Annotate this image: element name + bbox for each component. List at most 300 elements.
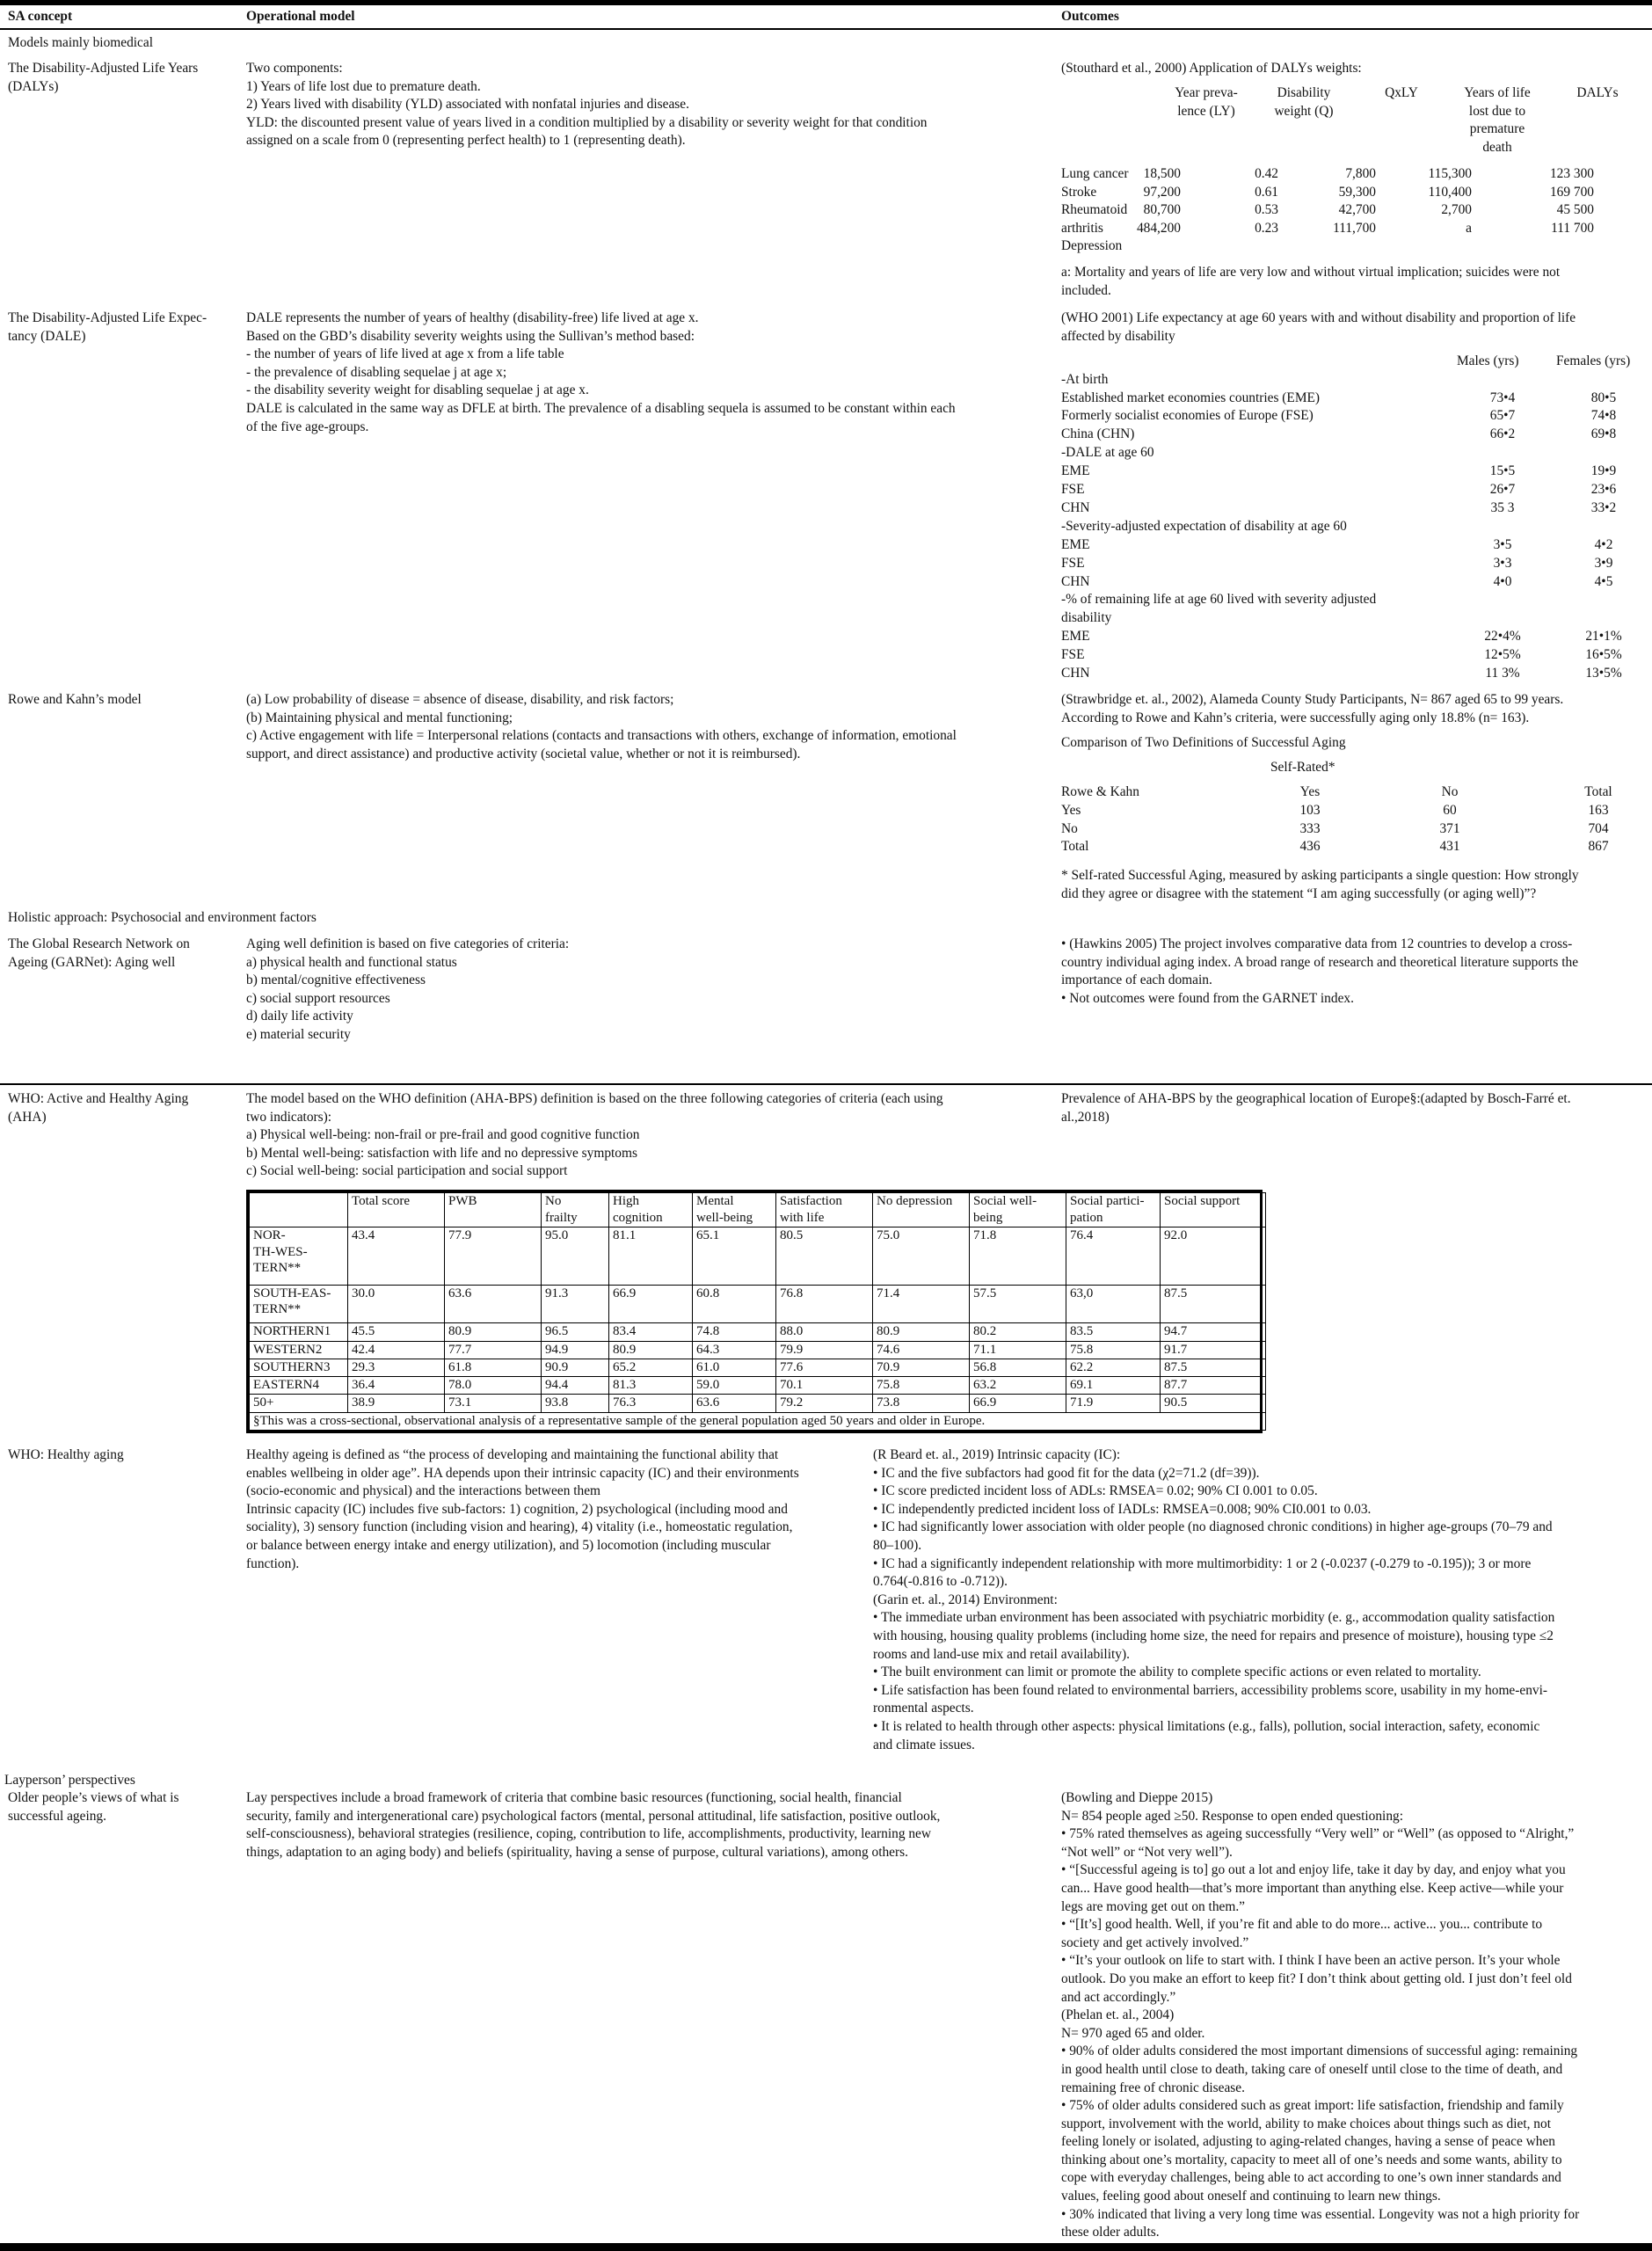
table-cell: 867 [1588, 839, 1609, 855]
text-line: Aging well definition is based on five categories of criteria: [246, 936, 570, 951]
table-cell: 63.6 [445, 1285, 542, 1323]
text-line: • The immediate urban environment has been associated with psychiatric morbidity (e. g., accommodation quality satisfaction [873, 1610, 1555, 1626]
text-line: • 30% indicated that living a very long time was essential. Longevity was not a high priority for [1061, 2206, 1580, 2222]
text-line: ronmental aspects. [873, 1701, 974, 1716]
table-cell: 115,300 [1428, 166, 1472, 181]
section-holistic: Holistic approach: Psychosocial and environment factors [8, 910, 317, 925]
table-cell: a [1466, 220, 1472, 236]
row-label: Formerly socialist economies of Europe (FSE) [1061, 408, 1314, 424]
text-line: (Phelan et. al., 2004) [1061, 2007, 1175, 2023]
table-header: lence (LY) [1177, 103, 1235, 119]
table-cell: 110,400 [1428, 184, 1472, 200]
text-line: YLD: the discounted present value of years lived in a condition multiplied by a disability or severity weight for that condition [246, 114, 928, 130]
row-label: -DALE at age 60 [1061, 445, 1154, 461]
table-cell: 103 [1299, 802, 1321, 818]
label-line: WESTERN2 [253, 1342, 323, 1357]
text-line: sociality), 3) sensory function (including vision and hearing), 4) vitality (i.e., homeostatic regulation, [246, 1519, 793, 1535]
row-label: Stroke [1061, 184, 1097, 200]
dalys-note [1061, 264, 1560, 300]
dale-model [246, 310, 956, 436]
text-line: Rowe and Kahn’s model [8, 692, 142, 707]
text-line: Two components: [246, 61, 343, 76]
table-header: lost due to [1468, 103, 1526, 119]
dale-life-expectancy-table [1061, 353, 1646, 683]
table-row [250, 1285, 1266, 1323]
table-cell: 74.6 [873, 1341, 970, 1359]
table-cell: 3•9 [1594, 555, 1613, 571]
text-line: feeling lonely or isolated, adjusting to aging-related changes, having a sense of peace when [1061, 2134, 1555, 2150]
text-line: • It is related to health through other aspects: physical limitations (e.g., falls), pollution, social interaction, safety, economic [873, 1718, 1540, 1734]
table-cell: 77.7 [445, 1341, 542, 1359]
text-line: e) material security [246, 1026, 351, 1042]
table-cell: 33•2 [1590, 499, 1617, 515]
table-cell: 80.2 [970, 1323, 1066, 1341]
table-cell: 88.0 [776, 1323, 873, 1341]
label-line: SOUTH-EAS- [253, 1286, 331, 1300]
row-label [250, 1377, 348, 1395]
row-label: CHN [1061, 573, 1090, 589]
table-cell: 43.4 [348, 1227, 445, 1285]
table-cell: 123 300 [1549, 166, 1594, 181]
table-header: Yes [1299, 784, 1321, 799]
healthy-model [246, 1446, 799, 1573]
table-cell: 80.9 [445, 1323, 542, 1341]
text-line: * Self-rated Successful Aging, measured by asking participants a single question: How strongly [1061, 868, 1579, 883]
table-cell: 111 700 [1551, 220, 1594, 236]
aha-header-row [250, 1193, 1266, 1227]
healthy-outcome [873, 1446, 1554, 1754]
text-line: support, involvement with the world, ability to make choices about things such as diet, not [1061, 2116, 1551, 2131]
section-biomedical: Models mainly biomedical [8, 35, 153, 50]
table-cell: 3•5 [1493, 536, 1512, 552]
table-cell: 91.3 [542, 1285, 609, 1323]
table-cell: 79.2 [776, 1395, 873, 1412]
table-header: No [1441, 784, 1459, 799]
text-line: assigned on a scale from 0 (representing perfect health) to 1 (representing death). [246, 133, 686, 149]
table-cell: 87.7 [1161, 1377, 1266, 1395]
header-line: High [613, 1194, 639, 1208]
dalys-model [246, 60, 927, 150]
table-cell: 11 3% [1485, 666, 1520, 681]
table-cell: 13•5% [1585, 666, 1622, 681]
text-line: Intrinsic capacity (IC) includes five sub-factors: 1) cognition, 2) psychological (including mood and [246, 1501, 788, 1517]
rowe-note [1061, 867, 1579, 903]
aha-footnote-row [250, 1412, 1266, 1430]
table-header: death [1482, 139, 1512, 155]
text-line: a) physical health and functional status [246, 954, 457, 970]
header-rule [0, 28, 1652, 30]
text-line: Based on the GBD’s disability severity weights using the Sullivan’s method based: [246, 328, 695, 344]
table-cell: 62.2 [1066, 1359, 1161, 1376]
table-cell: 60.8 [693, 1285, 776, 1323]
label-line: EASTERN4 [253, 1378, 319, 1393]
text-line: things, adaptation to an aging body) and beliefs (spirituality, having a sense of purpose, cultural variations), among others. [246, 1844, 908, 1860]
table-cell: 436 [1299, 839, 1321, 855]
table-header [776, 1193, 873, 1227]
text-line: • IC independently predicted incident loss of IADLs: RMSEA=0.008; 90% CI0.001 to 0.03. [873, 1501, 1372, 1517]
table-cell: 75.8 [873, 1377, 970, 1395]
text-line: The Disability-Adjusted Life Years [8, 61, 199, 76]
row-label: China (CHN) [1061, 426, 1135, 442]
text-line: al.,2018) [1061, 1109, 1110, 1125]
rowe-model [246, 691, 957, 763]
text-line: • Life satisfaction has been found related to environmental barriers, accessibility problems score, usability in my home-envi- [873, 1682, 1547, 1698]
table-cell: 76.3 [609, 1395, 693, 1412]
table-row [250, 1377, 1266, 1395]
table-cell: 3•3 [1493, 555, 1512, 571]
row-label [250, 1341, 348, 1359]
table-cell: 18,500 [1143, 166, 1181, 181]
table-cell: 65.1 [693, 1227, 776, 1285]
table-cell: 56.8 [970, 1359, 1066, 1376]
text-line: and act accordingly.” [1061, 1989, 1176, 2005]
row-label: EME [1061, 536, 1090, 552]
table-header [1066, 1193, 1161, 1227]
table-cell: 15•5 [1489, 463, 1516, 479]
table-cell: 42.4 [348, 1341, 445, 1359]
header-sa-concept: SA concept [8, 9, 73, 24]
table-row [250, 1395, 1266, 1412]
text-line: The Disability-Adjusted Life Expec- [8, 310, 207, 325]
text-line: two indicators): [246, 1109, 332, 1125]
table-cell: 75.8 [1066, 1341, 1161, 1359]
rowe-table-title: Comparison of Two Definitions of Successful Aging [1061, 735, 1346, 750]
table-cell: 704 [1588, 820, 1609, 836]
table-cell: 0.61 [1255, 184, 1278, 200]
table-cell: 73•4 [1489, 390, 1516, 405]
table-cell: 7,800 [1345, 166, 1376, 181]
text-line: (Bowling and Dieppe 2015) [1061, 1790, 1213, 1805]
table-cell: 26•7 [1489, 482, 1516, 497]
table-cell: 63,0 [1066, 1285, 1161, 1323]
table-cell: 163 [1588, 802, 1609, 818]
table-header [250, 1193, 348, 1227]
table-cell: 90.5 [1161, 1395, 1266, 1412]
text-line: • “[Successful ageing is to] go out a lot and enjoy life, take it day by day, and enjoy what you [1061, 1862, 1566, 1878]
text-line: included. [1061, 282, 1111, 298]
table-cell: 87.5 [1161, 1359, 1266, 1376]
text-line: remaining free of chronic disease. [1061, 2080, 1245, 2095]
text-line: - the number of years of life lived at age x from a life table [246, 346, 564, 362]
text-line: • 75% rated themselves as ageing successfully “Very well” or “Well” (as opposed to “Alright,” [1061, 1826, 1575, 1842]
text-line: Older people’s views of what is [8, 1790, 179, 1805]
text-line: successful ageing. [8, 1808, 106, 1824]
text-line: a) Physical well-being: non-frail or pre-frail and good cognitive function [246, 1127, 640, 1143]
table-cell: 431 [1439, 839, 1460, 855]
label-line: TH-WES- [253, 1244, 308, 1259]
text-line: According to Rowe and Kahn’s criteria, were successfully aging only 18.8% (n= 163). [1061, 710, 1530, 725]
table-cell: 38.9 [348, 1395, 445, 1412]
row-label [250, 1359, 348, 1376]
table-cell: 4•2 [1594, 536, 1613, 552]
text-line: affected by disability [1061, 328, 1175, 344]
table-cell: 77.6 [776, 1359, 873, 1376]
table-header [873, 1193, 970, 1227]
rowe-concept [8, 691, 142, 710]
text-line: Prevalence of AHA-BPS by the geographical location of Europe§:(adapted by Bosch-Farré et. [1061, 1091, 1571, 1106]
table-cell: 95.0 [542, 1227, 609, 1285]
text-line: tancy (DALE) [8, 328, 86, 344]
table-cell: 97,200 [1143, 184, 1181, 200]
table-cell: 61.0 [693, 1359, 776, 1376]
header-line: No [545, 1194, 562, 1208]
table-cell: 76.4 [1066, 1227, 1161, 1285]
text-line: of the five age-groups. [246, 419, 369, 434]
row-label: arthritis [1061, 220, 1103, 236]
table-header: weight (Q) [1274, 103, 1334, 119]
table-cell: 81.3 [609, 1377, 693, 1395]
text-line: (WHO 2001) Life expectancy at age 60 years with and without disability and proportion of life [1061, 310, 1576, 325]
table-cell: 16•5% [1585, 647, 1622, 663]
table-cell: 63.2 [970, 1377, 1066, 1395]
label-line: TERN** [253, 1302, 302, 1317]
text-line: 80–100). [873, 1537, 922, 1553]
table-header: Rowe & Kahn [1061, 784, 1139, 799]
table-cell: 66.9 [609, 1285, 693, 1323]
row-label: Total [1061, 839, 1089, 855]
table-header: Disability [1277, 85, 1331, 100]
table-cell: 484,200 [1136, 220, 1181, 236]
text-line: function). [246, 1555, 300, 1571]
text-line: Lay perspectives include a broad framework of criteria that combine basic resources (functioning, social health, financial [246, 1790, 902, 1805]
text-line: legs are moving get out on them.” [1061, 1898, 1246, 1914]
table-cell: 22•4% [1484, 629, 1521, 645]
text-line: self-consciousness), behavioral strategies (resilience, coping, contribution to life, accomplishments, productivity, learning new [246, 1826, 931, 1842]
row-label: FSE [1061, 647, 1085, 663]
text-line: d) daily life activity [246, 1009, 353, 1024]
row-label: Rheumatoid [1061, 202, 1128, 218]
table-cell: 80.5 [776, 1227, 873, 1285]
table-cell: 35 3 [1490, 499, 1515, 515]
text-line: enables wellbeing in older age”. HA depends upon their intrinsic capacity (IC) and their environments [246, 1465, 799, 1481]
table-cell: 59,300 [1338, 184, 1376, 200]
row-label: -At birth [1061, 371, 1109, 387]
table-cell: 73.8 [873, 1395, 970, 1412]
table-cell: 70.9 [873, 1359, 970, 1376]
table-header [445, 1193, 542, 1227]
table-cell: 4•0 [1493, 573, 1512, 589]
text-line: importance of each domain. [1061, 973, 1212, 988]
row-label: Established market economies countries (EME) [1061, 390, 1321, 405]
text-line: thinking about one’s mortality, capacity to meet all of one’s needs and some wants, ability to [1061, 2152, 1562, 2167]
table-cell: 65.2 [609, 1359, 693, 1376]
text-line: N= 970 aged 65 and older. [1061, 2025, 1205, 2041]
table-header: Males (yrs) [1457, 353, 1519, 368]
text-line: - the prevalence of disabling sequelae j at age x; [246, 364, 507, 380]
row-label [250, 1285, 348, 1323]
dalys-weights-table [1061, 84, 1641, 254]
label-line: NORTHERN1 [253, 1324, 331, 1339]
text-line: or balance between energy intake and energy utilization), and 5) locomotion (including muscular [246, 1537, 771, 1553]
table-header: Females (yrs) [1556, 353, 1631, 368]
table-cell: 66.9 [970, 1395, 1066, 1412]
table-cell: 71.4 [873, 1285, 970, 1323]
table-cell: 60 [1443, 802, 1457, 818]
table-header [609, 1193, 693, 1227]
aha-concept [8, 1090, 188, 1126]
garnet-concept [8, 936, 190, 972]
aha-outcome [1061, 1090, 1571, 1126]
row-label: FSE [1061, 482, 1085, 497]
table-cell: 69.1 [1066, 1377, 1161, 1395]
table-cell: 66•2 [1489, 426, 1516, 442]
table-cell: 71.8 [970, 1227, 1066, 1285]
table-header: DALYs [1576, 85, 1619, 100]
row-label: EME [1061, 463, 1090, 479]
text-line: (Strawbridge et. al., 2002), Alameda County Study Participants, N= 867 aged 65 to 99 years. [1061, 692, 1564, 707]
table-cell: 75.0 [873, 1227, 970, 1285]
text-line: • “[It’s] good health. Well, if you’re fit and able to do more... active... you... contribute to [1061, 1917, 1543, 1933]
text-line: c) Active engagement with life = Interpersonal relations (contacts and transactions with others, exchange of information, emotional [246, 728, 957, 744]
table-cell: 70.1 [776, 1377, 873, 1395]
text-line: country individual aging index. A broad range of research and theoretical literature supports the [1061, 954, 1579, 970]
rowe-comparison-table [1061, 783, 1633, 858]
table-cell: 59.0 [693, 1377, 776, 1395]
table-cell: 80,700 [1143, 202, 1181, 218]
table-cell: 76.8 [776, 1285, 873, 1323]
text-line: • The built environment can limit or promote the ability to complete specific actions or even related to mortality. [873, 1665, 1481, 1680]
text-line: rooms and land-use mix and retail availability). [873, 1646, 1130, 1662]
table-cell: 79.9 [776, 1341, 873, 1359]
text-line: • IC and the five subfactors had good fit for the data (χ2=71.2 (df=39)). [873, 1465, 1260, 1481]
table-cell: 45.5 [348, 1323, 445, 1341]
row-label: FSE [1061, 555, 1085, 571]
text-line: DALE represents the number of years of healthy (disability-free) life lived at age x. [246, 310, 699, 325]
header-line: No depression [877, 1194, 953, 1208]
table-cell: 94.7 [1161, 1323, 1266, 1341]
table-cell: 0.53 [1255, 202, 1278, 218]
table-cell: 73.1 [445, 1395, 542, 1412]
table-cell: 63.6 [693, 1395, 776, 1412]
header-line: being [973, 1210, 1003, 1225]
text-line: • IC had a significantly independent relationship with more multimorbidity: 1 or 2 (-0.0237 (-0.279 to -0.195)); 3 or more [873, 1555, 1532, 1571]
text-line: • 75% of older adults considered such as great import: life satisfaction, friendship and family [1061, 2098, 1564, 2114]
table-cell: 29.3 [348, 1359, 445, 1376]
table-header: Total [1584, 784, 1612, 799]
table-header [1161, 1193, 1266, 1227]
text-line: c) social support resources [246, 990, 390, 1006]
table-cell: 2,700 [1441, 202, 1472, 218]
text-line: b) mental/cognitive effectiveness [246, 973, 426, 988]
row-label: CHN [1061, 499, 1090, 515]
text-line: support, and direct assistance) and productive activity (societal value, whether or not it is reimbursed). [246, 746, 801, 761]
header-line: Total score [352, 1194, 411, 1208]
header-line: pation [1070, 1210, 1103, 1225]
header-line: PWB [448, 1194, 477, 1208]
text-line: DALE is calculated in the same way as DFLE at birth. The prevalence of a disabling sequela is assumed to be constant within each [246, 400, 956, 416]
table-cell: 42,700 [1338, 202, 1376, 218]
table-cell: 87.5 [1161, 1285, 1266, 1323]
row-label: -Severity-adjusted expectation of disability at age 60 [1061, 518, 1347, 534]
table-header [542, 1193, 609, 1227]
table-cell: 36.4 [348, 1377, 445, 1395]
text-line: (b) Maintaining physical and mental functioning; [246, 710, 513, 725]
table-cell: 83.5 [1066, 1323, 1161, 1341]
top-rule [0, 0, 1652, 5]
text-line: with housing, housing quality problems (including home size, the need for repairs and presence of moisture), housing type ≤2 [873, 1628, 1554, 1643]
lay-model [246, 1789, 940, 1861]
table-cell: 94.9 [542, 1341, 609, 1359]
dale-outcome-title [1061, 310, 1576, 346]
text-line: The model based on the WHO definition (AHA-BPS) definition is based on the three following categories of criteria (each using [246, 1091, 943, 1106]
table-header [693, 1193, 776, 1227]
table-header: Years of life [1464, 85, 1531, 100]
table-cell: 371 [1439, 820, 1460, 836]
garnet-outcome [1061, 936, 1578, 1008]
table-cell: 74•8 [1590, 408, 1617, 424]
text-line: WHO: Active and Healthy Aging [8, 1091, 189, 1106]
row-label [250, 1227, 348, 1285]
aha-prevalence-table [246, 1190, 1263, 1433]
text-line: - the disability severity weight for disabling sequelae j at age x. [246, 382, 589, 398]
text-line: • Not outcomes were found from the GARNET index. [1061, 990, 1354, 1006]
table-row [250, 1359, 1266, 1376]
text-line: c) Social well-being: social participation and social support [246, 1163, 568, 1179]
text-line: (R Beard et. al., 2019) Intrinsic capacity (IC): [873, 1447, 1121, 1462]
rowe-outcome [1061, 691, 1563, 727]
text-line: values, feeling good about oneself and continuing to learn new things. [1061, 2189, 1441, 2204]
text-line: cope with everyday challenges, being able to act according to one’s own inner standards and [1061, 2170, 1561, 2186]
text-line: (Garin et. al., 2014) Environment: [873, 1592, 1058, 1607]
table-cell: 12•5% [1484, 647, 1521, 663]
dalys-concept [8, 60, 198, 96]
table-cell: 78.0 [445, 1377, 542, 1395]
table-row [250, 1341, 1266, 1359]
row-label: Depression [1061, 238, 1123, 254]
header-line: frailty [545, 1210, 578, 1225]
table-cell: 74.8 [693, 1323, 776, 1341]
text-line: a: Mortality and years of life are very low and without virtual implication; suicides were not [1061, 265, 1561, 280]
table-cell: 91.7 [1161, 1341, 1266, 1359]
header-line: with life [780, 1210, 825, 1225]
section-layperson: Layperson’ perspectives [4, 1773, 135, 1788]
row-label: Yes [1061, 802, 1081, 818]
text-line: • (Hawkins 2005) The project involves comparative data from 12 countries to develop a cross- [1061, 936, 1573, 951]
dale-concept [8, 310, 207, 346]
text-line: 2) Years lived with disability (YLD) associated with nonfatal injuries and disease. [246, 97, 689, 113]
text-line: The Global Research Network on [8, 936, 190, 951]
table-cell: 80.9 [873, 1323, 970, 1341]
text-line: • “It’s your outlook on life to start with. I think I have been an active person. It’s your whole [1061, 1953, 1561, 1969]
table-cell: 0.23 [1255, 220, 1278, 236]
table-header: Year preva- [1175, 85, 1238, 100]
label-line: SOUTHERN3 [253, 1359, 331, 1374]
dalys-outcome-title: (Stouthard et al., 2000) Application of DALYs weights: [1061, 61, 1362, 76]
header-line: well-being [696, 1210, 753, 1225]
text-line: in good health until close to death, taking care of oneself until close to the time of death, and [1061, 2061, 1563, 2077]
text-line: Ageing (GARNet): Aging well [8, 954, 176, 970]
table-cell: 93.8 [542, 1395, 609, 1412]
section-divider-rule [0, 1083, 1652, 1085]
text-line: (DALYs) [8, 78, 59, 94]
healthy-concept [8, 1446, 124, 1465]
text-line: • IC score predicted incident loss of ADLs: RMSEA= 0.02; 90% CI 0.001 to 0.05. [873, 1483, 1318, 1499]
table-cell: 23•6 [1590, 482, 1617, 497]
table-cell: 92.0 [1161, 1227, 1266, 1285]
garnet-model [246, 936, 569, 1045]
header-line: cognition [613, 1210, 663, 1225]
header-line: Mental [696, 1194, 734, 1208]
text-line: and climate issues. [873, 1737, 975, 1752]
aha-model [246, 1090, 943, 1181]
table-cell: 90.9 [542, 1359, 609, 1376]
table-cell: 80•5 [1590, 390, 1617, 405]
aha-footnote: §This was a cross-sectional, observational analysis of a representative sample of the general population aged 50 years and older in Europe. [250, 1412, 1266, 1430]
table-cell: 333 [1299, 820, 1321, 836]
text-line: these older adults. [1061, 2225, 1160, 2240]
text-line: • IC had significantly lower association with older people (no diagnosed chronic conditions) in higher age-groups (70–79 and [873, 1519, 1553, 1535]
lay-concept [8, 1789, 178, 1825]
